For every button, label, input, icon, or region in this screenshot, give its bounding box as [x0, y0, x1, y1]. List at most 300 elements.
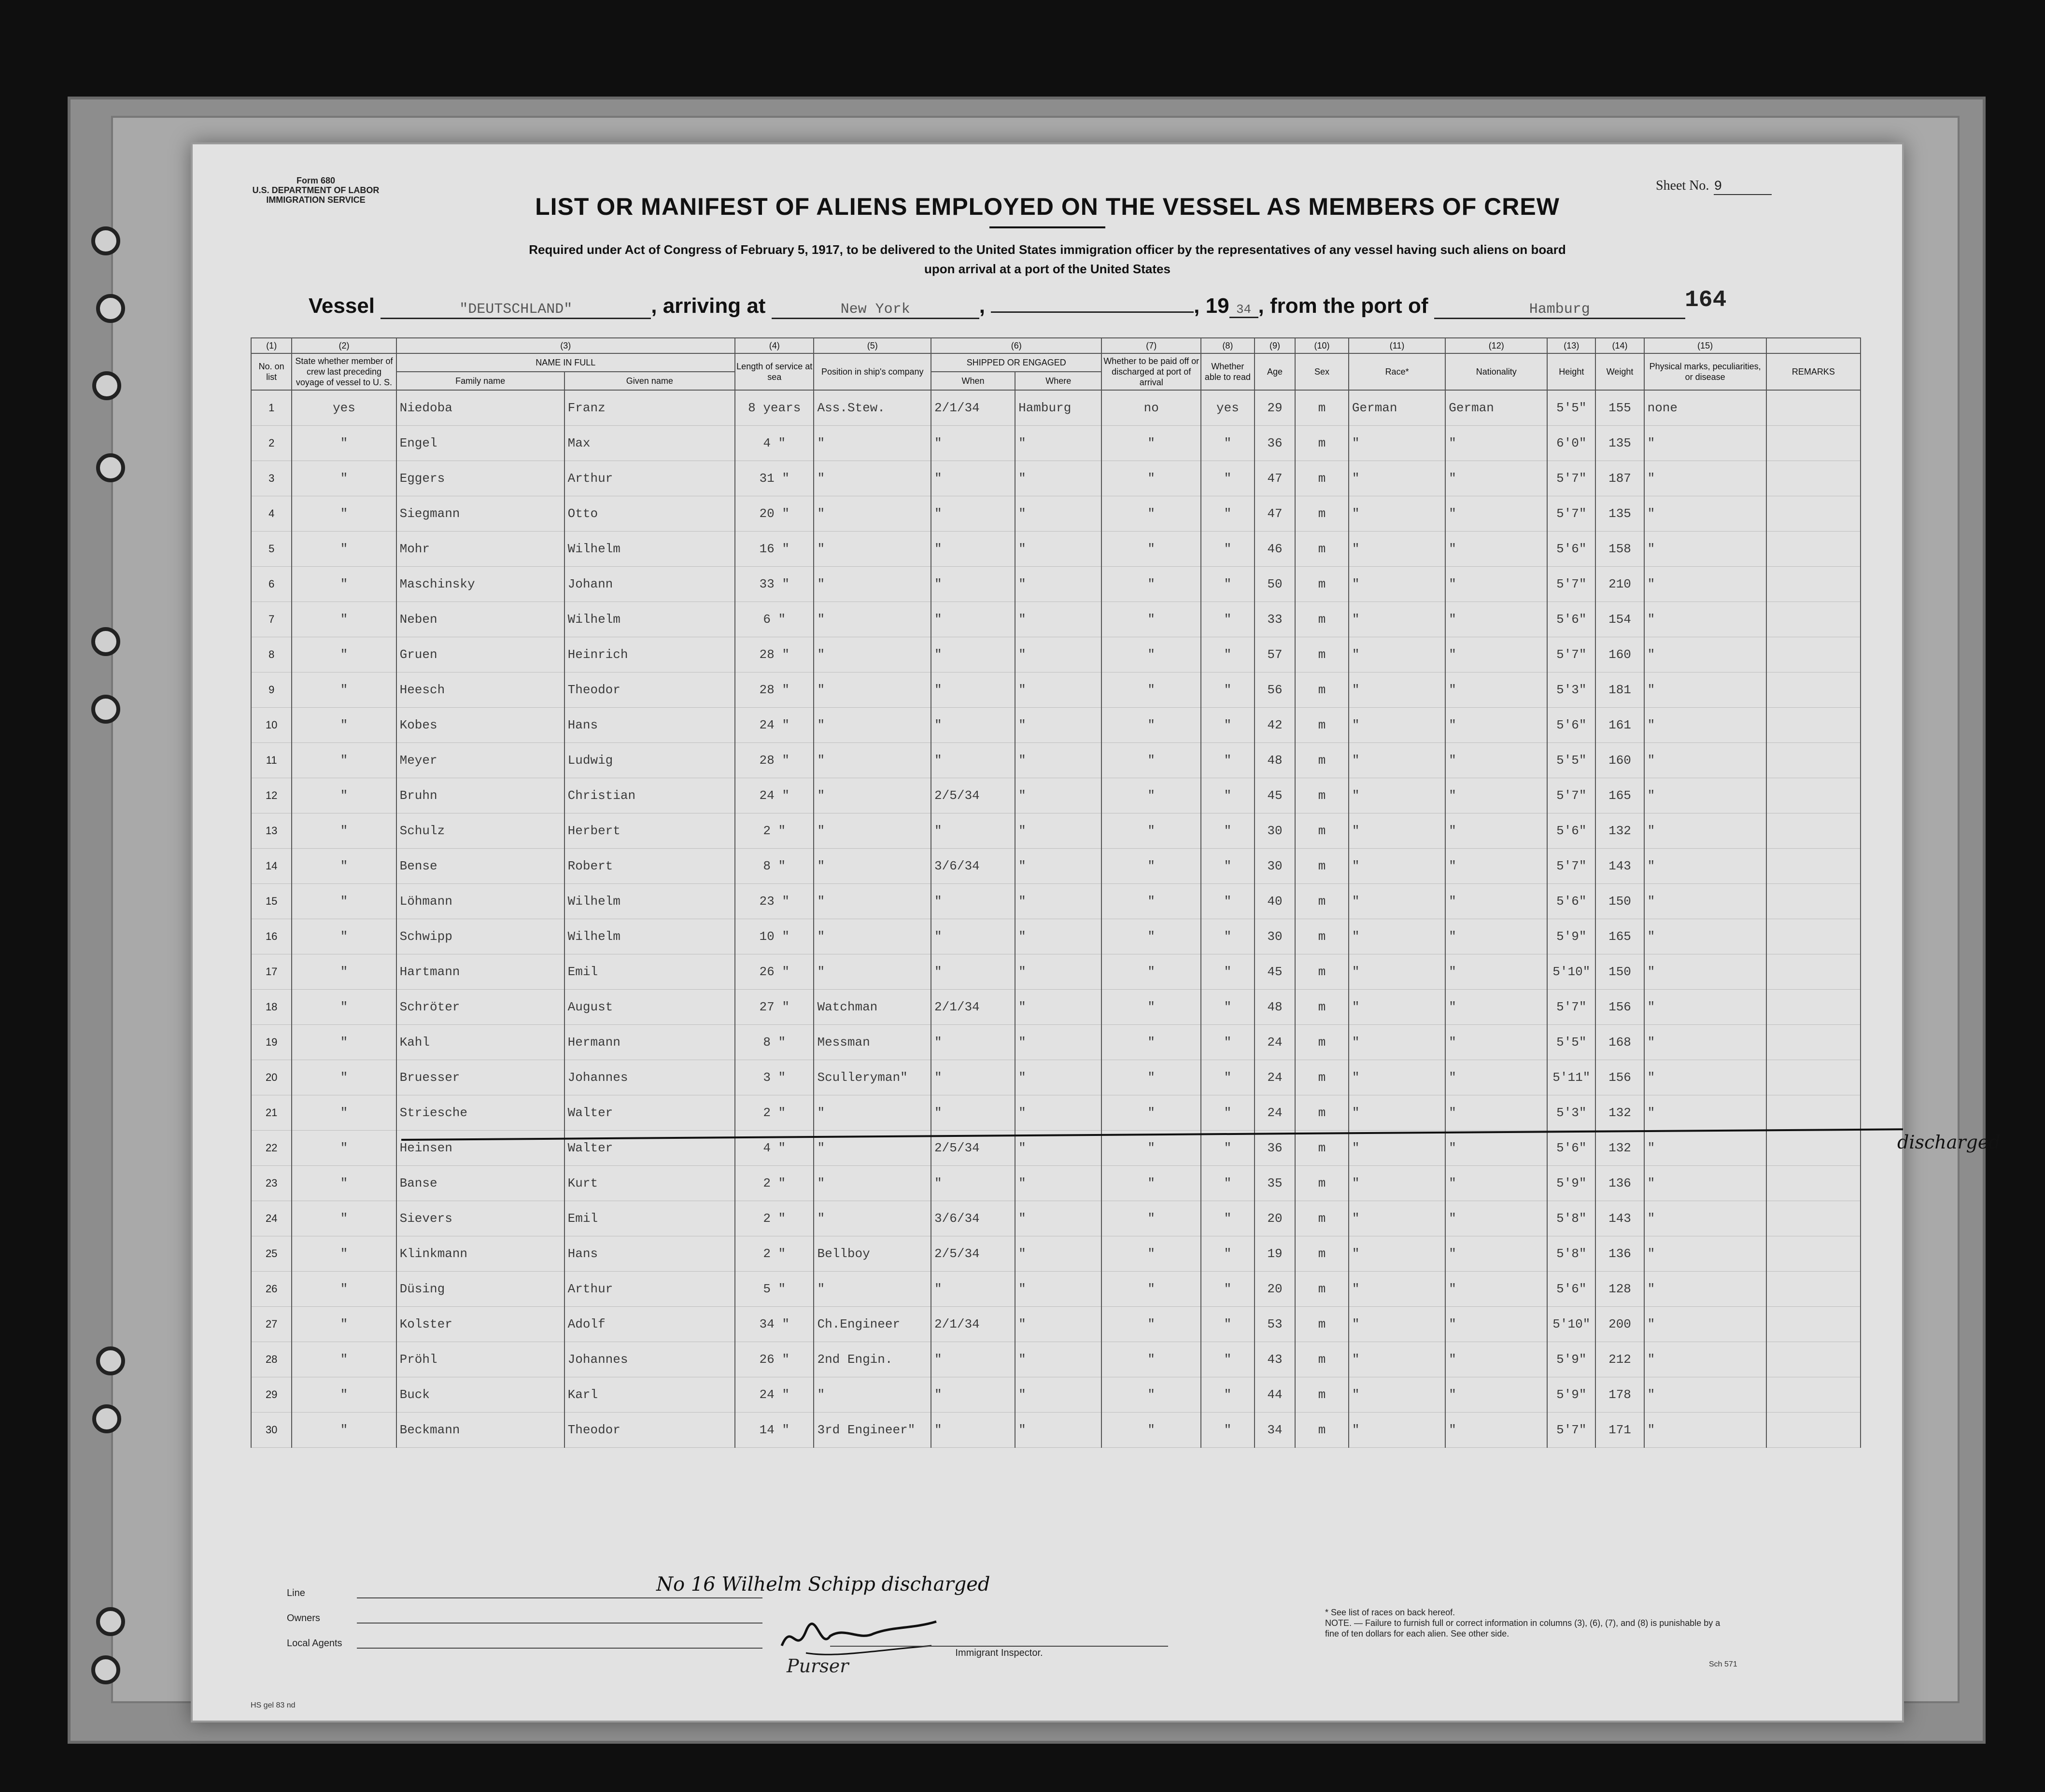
cell-shipped-when: " [931, 426, 1015, 461]
cell-shipped-where: " [1015, 637, 1101, 672]
cell-sex: m [1295, 567, 1349, 602]
cell-given-name: Hermann [564, 1025, 735, 1060]
col-num-10: (10) [1295, 338, 1349, 353]
cell-nationality: " [1445, 672, 1547, 708]
cell-age: 43 [1255, 1342, 1295, 1377]
cell-weight: 160 [1595, 637, 1644, 672]
agents-field [357, 1648, 762, 1649]
cell-race: " [1349, 1201, 1445, 1236]
column-number-row [251, 338, 1861, 353]
cell-shipped-where: " [1015, 461, 1101, 496]
cell-weight: 161 [1595, 708, 1644, 743]
cell-age: 24 [1255, 1095, 1295, 1131]
cell-shipped-when: " [931, 1095, 1015, 1131]
cell-previous-voyage: " [292, 1342, 396, 1377]
cell-paid-off: " [1101, 849, 1201, 884]
cell-length-service: 31 " [735, 461, 814, 496]
cell-able-read: " [1201, 672, 1255, 708]
cell-weight: 136 [1595, 1236, 1644, 1272]
cell-paid-off: " [1101, 778, 1201, 813]
cell-length-service: 2 " [735, 1201, 814, 1236]
cell-weight: 128 [1595, 1272, 1644, 1307]
cell-previous-voyage: " [292, 708, 396, 743]
cell-physical-marks: " [1644, 1025, 1766, 1060]
cell-physical-marks: " [1644, 919, 1766, 954]
cell-age: 48 [1255, 990, 1295, 1025]
cell-nationality: " [1445, 637, 1547, 672]
sheet-label: Sheet No. [1656, 178, 1709, 193]
header-sex: Sex [1295, 353, 1349, 390]
cell-nationality: " [1445, 602, 1547, 637]
cell-shipped-when: " [931, 743, 1015, 778]
cell-age: 20 [1255, 1272, 1295, 1307]
cell-weight: 210 [1595, 567, 1644, 602]
cell-previous-voyage: " [292, 919, 396, 954]
cell-given-name: Franz [564, 390, 735, 426]
cell-family-name: Düsing [396, 1272, 564, 1307]
table-row [251, 743, 1861, 778]
cell-row-number: 14 [251, 849, 292, 884]
cell-row-number: 16 [251, 919, 292, 954]
cell-able-read: " [1201, 637, 1255, 672]
cell-age: 29 [1255, 390, 1295, 426]
cell-row-number: 3 [251, 461, 292, 496]
cell-position: " [814, 1201, 931, 1236]
cell-age: 19 [1255, 1236, 1295, 1272]
year-prefix: , 19 [1194, 294, 1229, 318]
cell-shipped-when: " [931, 708, 1015, 743]
cell-able-read: " [1201, 954, 1255, 990]
cell-height: 5'7" [1547, 567, 1595, 602]
cell-age: 50 [1255, 567, 1295, 602]
cell-nationality: " [1445, 778, 1547, 813]
cell-remarks [1766, 1201, 1861, 1236]
cell-nationality: " [1445, 567, 1547, 602]
cell-position: Messman [814, 1025, 931, 1060]
cell-remarks [1766, 990, 1861, 1025]
cell-family-name: Bense [396, 849, 564, 884]
cell-race: " [1349, 637, 1445, 672]
cell-length-service: 27 " [735, 990, 814, 1025]
header-age: Age [1255, 353, 1295, 390]
col-num-11: (11) [1349, 338, 1445, 353]
cell-shipped-when: 2/5/34 [931, 1131, 1015, 1166]
col-num-1: (1) [251, 338, 292, 353]
manifest-page [191, 142, 2001, 1722]
cell-shipped-where: " [1015, 1025, 1101, 1060]
cell-shipped-where: " [1015, 1095, 1101, 1131]
cell-height: 5'5" [1547, 743, 1595, 778]
cell-position: Ass.Stew. [814, 390, 931, 426]
table-row [251, 390, 1861, 426]
cell-nationality: " [1445, 919, 1547, 954]
cell-family-name: Kobes [396, 708, 564, 743]
cell-physical-marks: " [1644, 1413, 1766, 1448]
cell-weight: 178 [1595, 1377, 1644, 1413]
cell-race: " [1349, 1377, 1445, 1413]
cell-shipped-when: 2/5/34 [931, 778, 1015, 813]
cell-shipped-when: " [931, 672, 1015, 708]
cell-shipped-where: " [1015, 813, 1101, 849]
col-num-14: (14) [1595, 338, 1644, 353]
cell-able-read: " [1201, 1131, 1255, 1166]
cell-race: " [1349, 1025, 1445, 1060]
cell-height: 5'7" [1547, 1413, 1595, 1448]
cell-family-name: Maschinsky [396, 567, 564, 602]
cell-position: " [814, 1377, 931, 1413]
cell-able-read: " [1201, 461, 1255, 496]
cell-given-name: Robert [564, 849, 735, 884]
cell-shipped-when: " [931, 1025, 1015, 1060]
cell-remarks [1766, 637, 1861, 672]
cell-position: " [814, 426, 931, 461]
punch-hole [96, 1607, 125, 1636]
cell-family-name: Engel [396, 426, 564, 461]
cell-paid-off: " [1101, 990, 1201, 1025]
form-code-right: Sch 571 [1709, 1660, 1737, 1668]
cell-age: 44 [1255, 1377, 1295, 1413]
cell-remarks [1766, 1272, 1861, 1307]
cell-weight: 165 [1595, 919, 1644, 954]
punch-hole [92, 371, 121, 400]
cell-sex: m [1295, 1307, 1349, 1342]
col-num-9: (9) [1255, 338, 1295, 353]
cell-able-read: " [1201, 1377, 1255, 1413]
cell-given-name: Wilhelm [564, 884, 735, 919]
cell-previous-voyage: " [292, 1060, 396, 1095]
cell-able-read: " [1201, 426, 1255, 461]
cell-nationality: " [1445, 1201, 1547, 1236]
cell-given-name: Arthur [564, 461, 735, 496]
cell-remarks [1766, 1166, 1861, 1201]
cell-row-number: 7 [251, 602, 292, 637]
cell-shipped-when: " [931, 1166, 1015, 1201]
table-row [251, 672, 1861, 708]
cell-shipped-when: " [931, 1413, 1015, 1448]
cell-physical-marks: " [1644, 1060, 1766, 1095]
cell-able-read: " [1201, 708, 1255, 743]
cell-paid-off: " [1101, 567, 1201, 602]
cell-sex: m [1295, 1236, 1349, 1272]
cell-race: " [1349, 954, 1445, 990]
cell-length-service: 20 " [735, 496, 814, 532]
cell-race: " [1349, 1166, 1445, 1201]
cell-sex: m [1295, 496, 1349, 532]
cell-length-service: 24 " [735, 1377, 814, 1413]
cell-remarks [1766, 390, 1861, 426]
cell-shipped-where: " [1015, 1166, 1101, 1201]
cell-physical-marks: " [1644, 426, 1766, 461]
table-row [251, 884, 1861, 919]
cell-position: " [814, 708, 931, 743]
cell-height: 5'5" [1547, 390, 1595, 426]
cell-family-name: Striesche [396, 1095, 564, 1131]
cell-paid-off: " [1101, 461, 1201, 496]
cell-physical-marks: " [1644, 1342, 1766, 1377]
cell-family-name: Neben [396, 602, 564, 637]
cell-remarks [1766, 1025, 1861, 1060]
cell-length-service: 2 " [735, 813, 814, 849]
cell-given-name: Theodor [564, 1413, 735, 1448]
cell-nationality: " [1445, 1236, 1547, 1272]
cell-able-read: " [1201, 1413, 1255, 1448]
cell-row-number: 18 [251, 990, 292, 1025]
cell-physical-marks: " [1644, 954, 1766, 990]
cell-given-name: Wilhelm [564, 919, 735, 954]
cell-able-read: " [1201, 743, 1255, 778]
cell-race: " [1349, 1342, 1445, 1377]
cell-row-number: 21 [251, 1095, 292, 1131]
cell-physical-marks: " [1644, 672, 1766, 708]
cell-paid-off: " [1101, 602, 1201, 637]
cell-able-read: " [1201, 778, 1255, 813]
col-num-remarks [1766, 338, 1861, 353]
col-num-2: (2) [292, 338, 396, 353]
cell-row-number: 2 [251, 426, 292, 461]
cell-remarks [1766, 567, 1861, 602]
cell-weight: 181 [1595, 672, 1644, 708]
agents-label: Local Agents [287, 1638, 342, 1649]
cell-sex: m [1295, 813, 1349, 849]
cell-able-read: " [1201, 1307, 1255, 1342]
cell-length-service: 34 " [735, 1307, 814, 1342]
owners-label: Owners [287, 1613, 320, 1624]
col-num-3: (3) [396, 338, 735, 353]
cell-previous-voyage: " [292, 567, 396, 602]
cell-sex: m [1295, 708, 1349, 743]
table-row [251, 426, 1861, 461]
punch-hole [91, 1655, 120, 1684]
col-num-15: (15) [1644, 338, 1766, 353]
cell-weight: 135 [1595, 496, 1644, 532]
cell-shipped-when: " [931, 813, 1015, 849]
col-num-12: (12) [1445, 338, 1547, 353]
cell-able-read: " [1201, 1201, 1255, 1236]
cell-shipped-when: 2/1/34 [931, 1307, 1015, 1342]
cell-length-service: 2 " [735, 1166, 814, 1201]
cell-weight: 132 [1595, 1095, 1644, 1131]
table-row [251, 990, 1861, 1025]
cell-height: 5'10" [1547, 954, 1595, 990]
cell-row-number: 26 [251, 1272, 292, 1307]
cell-paid-off: " [1101, 1095, 1201, 1131]
cell-remarks [1766, 496, 1861, 532]
cell-height: 5'5" [1547, 1025, 1595, 1060]
col-num-6: (6) [931, 338, 1101, 353]
cell-previous-voyage: " [292, 602, 396, 637]
cell-row-number: 6 [251, 567, 292, 602]
cell-race: " [1349, 1060, 1445, 1095]
cell-position: Watchman [814, 990, 931, 1025]
cell-weight: 135 [1595, 426, 1644, 461]
cell-length-service: 8 " [735, 1025, 814, 1060]
cell-remarks [1766, 1342, 1861, 1377]
footer-labels [287, 1588, 342, 1663]
page-title: LIST OR MANIFEST OF ALIENS EMPLOYED ON THE VESSEL AS MEMBERS OF CREW [535, 193, 1560, 220]
cell-family-name: Schwipp [396, 919, 564, 954]
cell-nationality: " [1445, 954, 1547, 990]
cell-nationality: " [1445, 849, 1547, 884]
cell-family-name: Hartmann [396, 954, 564, 990]
cell-family-name: Schulz [396, 813, 564, 849]
cell-shipped-when: 2/1/34 [931, 990, 1015, 1025]
table-row [251, 532, 1861, 567]
cell-position: Ch.Engineer [814, 1307, 931, 1342]
cell-paid-off: " [1101, 1236, 1201, 1272]
cell-sex: m [1295, 849, 1349, 884]
cell-shipped-where: " [1015, 1201, 1101, 1236]
header-weight: Weight [1595, 353, 1644, 390]
manifest-rows [251, 390, 1861, 1448]
cell-able-read: yes [1201, 390, 1255, 426]
table-row [251, 954, 1861, 990]
cell-height: 5'3" [1547, 1095, 1595, 1131]
cell-length-service: 8 years [735, 390, 814, 426]
cell-physical-marks: " [1644, 1131, 1766, 1166]
cell-position: " [814, 849, 931, 884]
cell-sex: m [1295, 1413, 1349, 1448]
table-row [251, 1201, 1861, 1236]
cell-length-service: 28 " [735, 743, 814, 778]
cell-length-service: 4 " [735, 426, 814, 461]
cell-remarks [1766, 672, 1861, 708]
cell-paid-off: " [1101, 813, 1201, 849]
cell-given-name: Theodor [564, 672, 735, 708]
cell-shipped-when: " [931, 1060, 1015, 1095]
cell-length-service: 6 " [735, 602, 814, 637]
table-row [251, 602, 1861, 637]
cell-family-name: Bruesser [396, 1060, 564, 1095]
cell-age: 40 [1255, 884, 1295, 919]
cell-remarks [1766, 602, 1861, 637]
cell-length-service: 23 " [735, 884, 814, 919]
cell-height: 5'3" [1547, 672, 1595, 708]
cell-physical-marks: " [1644, 1201, 1766, 1236]
cell-shipped-when: 2/5/34 [931, 1236, 1015, 1272]
handwritten-note: No 16 Wilhelm Schipp discharged [656, 1573, 990, 1596]
cell-position: " [814, 884, 931, 919]
cell-physical-marks: " [1644, 1236, 1766, 1272]
cell-physical-marks: " [1644, 602, 1766, 637]
cell-race: " [1349, 461, 1445, 496]
cell-length-service: 5 " [735, 1272, 814, 1307]
cell-nationality: " [1445, 426, 1547, 461]
cell-sex: m [1295, 1377, 1349, 1413]
cell-given-name: Wilhelm [564, 532, 735, 567]
cell-previous-voyage: " [292, 849, 396, 884]
cell-remarks [1766, 1377, 1861, 1413]
footer-owners-row [287, 1613, 342, 1638]
cell-given-name: Arthur [564, 1272, 735, 1307]
cell-weight: 165 [1595, 778, 1644, 813]
cell-length-service: 2 " [735, 1236, 814, 1272]
cell-physical-marks: " [1644, 637, 1766, 672]
cell-age: 30 [1255, 919, 1295, 954]
cell-height: 5'8" [1547, 1236, 1595, 1272]
cell-shipped-where: " [1015, 1131, 1101, 1166]
cell-row-number: 10 [251, 708, 292, 743]
col-num-4: (4) [735, 338, 814, 353]
header-nationality: Nationality [1445, 353, 1547, 390]
cell-race: " [1349, 708, 1445, 743]
col-num-8: (8) [1201, 338, 1255, 353]
form-number: Form 680 [296, 176, 336, 185]
cell-family-name: Mohr [396, 532, 564, 567]
header-paid-off: Whether to be paid off or discharged at port of arrival [1101, 353, 1201, 390]
table-row [251, 1060, 1861, 1095]
table-row [251, 1272, 1861, 1307]
cell-given-name: Otto [564, 496, 735, 532]
cell-previous-voyage: " [292, 1201, 396, 1236]
cell-nationality: " [1445, 990, 1547, 1025]
cell-paid-off: " [1101, 1131, 1201, 1166]
cell-given-name: Kurt [564, 1166, 735, 1201]
cell-physical-marks: " [1644, 849, 1766, 884]
cell-sex: m [1295, 1060, 1349, 1095]
arrival-year: 34 [1229, 302, 1258, 318]
cell-paid-off: " [1101, 1201, 1201, 1236]
cell-paid-off: " [1101, 496, 1201, 532]
cell-weight: 212 [1595, 1342, 1644, 1377]
cell-sex: m [1295, 672, 1349, 708]
table-row [251, 778, 1861, 813]
cell-given-name: Walter [564, 1095, 735, 1131]
cell-family-name: Niedoba [396, 390, 564, 426]
cell-weight: 143 [1595, 1201, 1644, 1236]
cell-nationality: " [1445, 743, 1547, 778]
cell-height: 5'6" [1547, 1272, 1595, 1307]
cell-length-service: 24 " [735, 778, 814, 813]
cell-physical-marks: none [1644, 390, 1766, 426]
cell-height: 5'6" [1547, 1131, 1595, 1166]
col-num-5: (5) [814, 338, 931, 353]
cell-shipped-where: " [1015, 1377, 1101, 1413]
cell-physical-marks: " [1644, 884, 1766, 919]
cell-weight: 155 [1595, 390, 1644, 426]
cell-age: 53 [1255, 1307, 1295, 1342]
cell-given-name: Emil [564, 954, 735, 990]
cell-shipped-where: " [1015, 496, 1101, 532]
cell-age: 36 [1255, 1131, 1295, 1166]
cell-shipped-where: " [1015, 990, 1101, 1025]
cell-family-name: Banse [396, 1166, 564, 1201]
cell-length-service: 33 " [735, 567, 814, 602]
inspector-signature-line: Immigrant Inspector. [830, 1646, 1168, 1659]
table-row [251, 1095, 1861, 1131]
vessel-name: "DEUTSCHLAND" [381, 301, 651, 319]
cell-row-number: 29 [251, 1377, 292, 1413]
cell-weight: 150 [1595, 954, 1644, 990]
cell-nationality: German [1445, 390, 1547, 426]
cell-length-service: 28 " [735, 672, 814, 708]
cell-remarks [1766, 919, 1861, 954]
cell-remarks [1766, 1236, 1861, 1272]
cell-given-name: Herbert [564, 813, 735, 849]
cell-sex: m [1295, 532, 1349, 567]
cell-shipped-where: Hamburg [1015, 390, 1101, 426]
cell-shipped-where: " [1015, 708, 1101, 743]
cell-shipped-when: 3/6/34 [931, 849, 1015, 884]
cell-race: " [1349, 849, 1445, 884]
cell-nationality: " [1445, 461, 1547, 496]
cell-able-read: " [1201, 849, 1255, 884]
department-name: U.S. DEPARTMENT OF LABOR [252, 185, 380, 195]
cell-given-name: Wilhelm [564, 602, 735, 637]
cell-row-number: 1 [251, 390, 292, 426]
cell-remarks [1766, 532, 1861, 567]
cell-position: " [814, 1131, 931, 1166]
service-name: IMMIGRATION SERVICE [266, 195, 366, 205]
